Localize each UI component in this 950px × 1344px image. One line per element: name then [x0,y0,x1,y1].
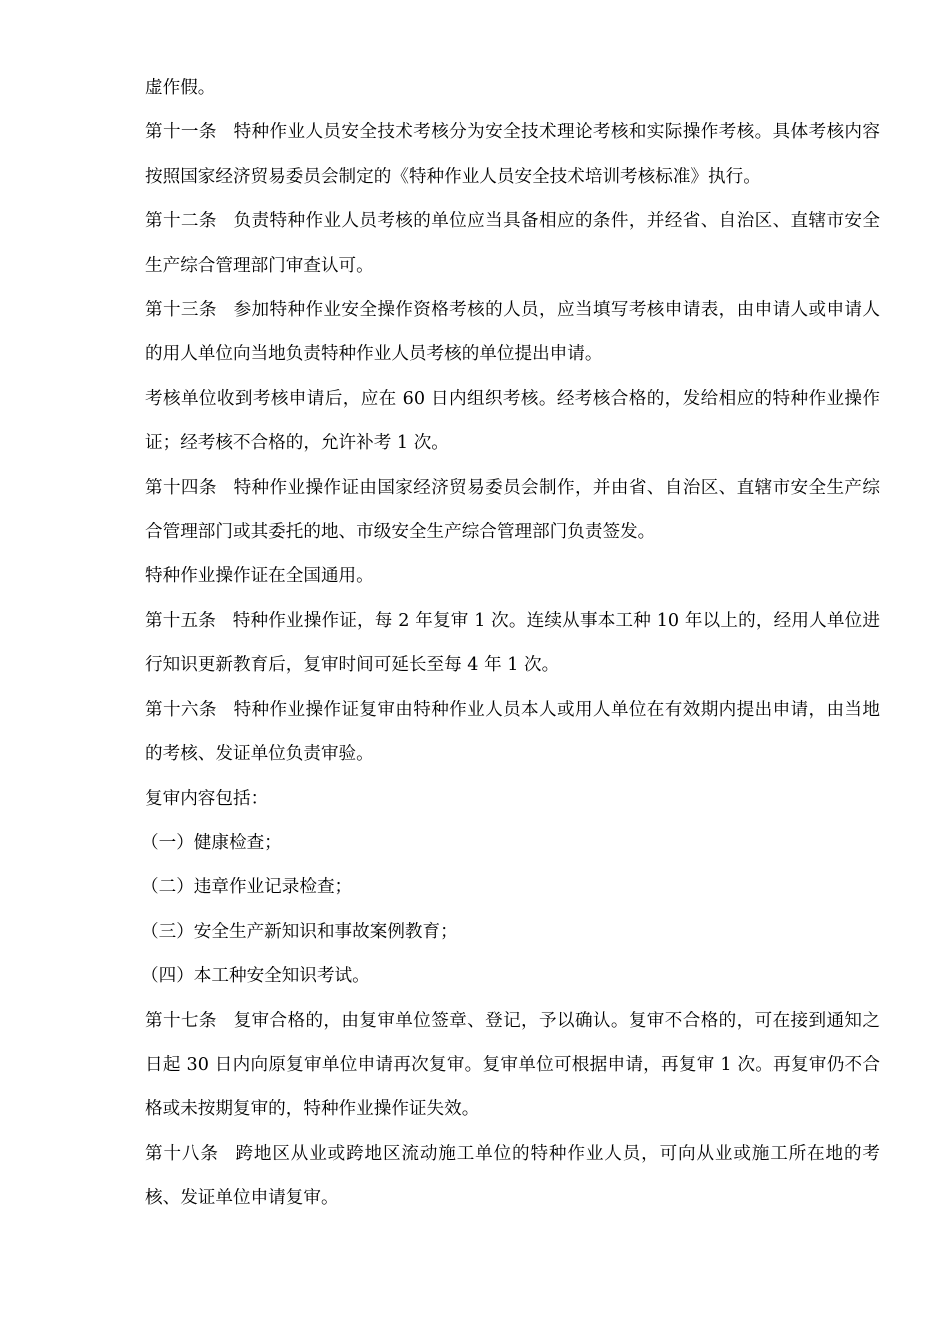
list-item-text: （一）健康检查； [141,832,282,853]
article-text: 特种作业人员安全技术考核分为安全技术理论考核和实际操作考核。具体考核内容按照国家经济贸易委员会制定的《特种作业人员安全技术培训考核标准》执行。 [145,122,880,187]
article-number: 第十七条 [145,1010,217,1031]
article-11 [145,110,880,199]
list-item-text: （二）违章作业记录检查； [141,877,353,898]
list-item-knowledge-exam [141,954,880,998]
paragraph-review-contents [145,777,880,821]
article-text: 跨地区从业或跨地区流动施工单位的特种作业人员，可向从业或施工所在地的考核、发证单位申请复审。 [145,1143,880,1209]
paragraph-text: 复审内容包括： [145,788,269,809]
article-number: 第十一条 [145,122,217,143]
article-17 [145,999,880,1132]
list-item-safety-education [141,910,880,954]
article-number: 第十二条 [145,211,217,232]
list-item-text: （四）本工种安全知识考试。 [141,966,370,987]
article-13 [145,288,880,377]
article-number: 第十八条 [145,1143,219,1164]
document-page [141,66,880,1221]
article-text: 复审合格的，由复审单位签章、登记，予以确认。复审不合格的，可在接到通知之日起 30 日内向原复审单位申请再次复审。复审单位可根据申请，再复审 1 次。再复审仍不合格或未按期复审的，特种作业操作证失效。 [145,1010,880,1120]
article-18 [145,1132,880,1221]
paragraph-text: 虚作假。 [145,78,216,98]
article-14 [145,466,880,555]
list-item-violation-record [141,865,880,909]
paragraph-continuation [145,66,880,110]
article-16 [145,688,880,777]
article-15 [145,599,880,688]
article-number: 第十四条 [145,477,217,498]
article-text: 负责特种作业人员考核的单位应当具备相应的条件，并经省、自治区、直辖市安全生产综合管理部门审查认可。 [145,211,880,276]
article-number: 第十五条 [145,610,217,631]
list-item-text: （三）安全生产新知识和事故案例教育； [141,921,458,942]
paragraph-text: 特种作业操作证在全国通用。 [145,566,374,587]
article-text: 特种作业操作证由国家经济贸易委员会制作，并由省、自治区、直辖市安全生产综合管理部门或其委托的地、市级安全生产综合管理部门负责签发。 [145,477,880,543]
article-12 [145,199,880,288]
paragraph-national-validity [145,554,880,598]
article-text: 特种作业操作证，每 2 年复审 1 次。连续从事本工种 10 年以上的，经用人单位进行知识更新教育后，复审时间可延长至每 4 年 1 次。 [145,610,880,676]
paragraph-assessment [145,377,880,466]
article-text: 特种作业操作证复审由特种作业人员本人或用人单位在有效期内提出申请，由当地的考核、发证单位负责审验。 [145,699,880,765]
paragraph-text: 考核单位收到考核申请后，应在 60 日内组织考核。经考核合格的，发给相应的特种作业操作证；经考核不合格的，允许补考 1 次。 [145,388,880,454]
article-number: 第十三条 [145,300,217,321]
list-item-health-check [141,821,880,865]
article-text: 参加特种作业安全操作资格考核的人员，应当填写考核申请表，由申请人或申请人的用人单位向当地负责特种作业人员考核的单位提出申请。 [145,300,880,365]
article-number: 第十六条 [145,699,217,720]
